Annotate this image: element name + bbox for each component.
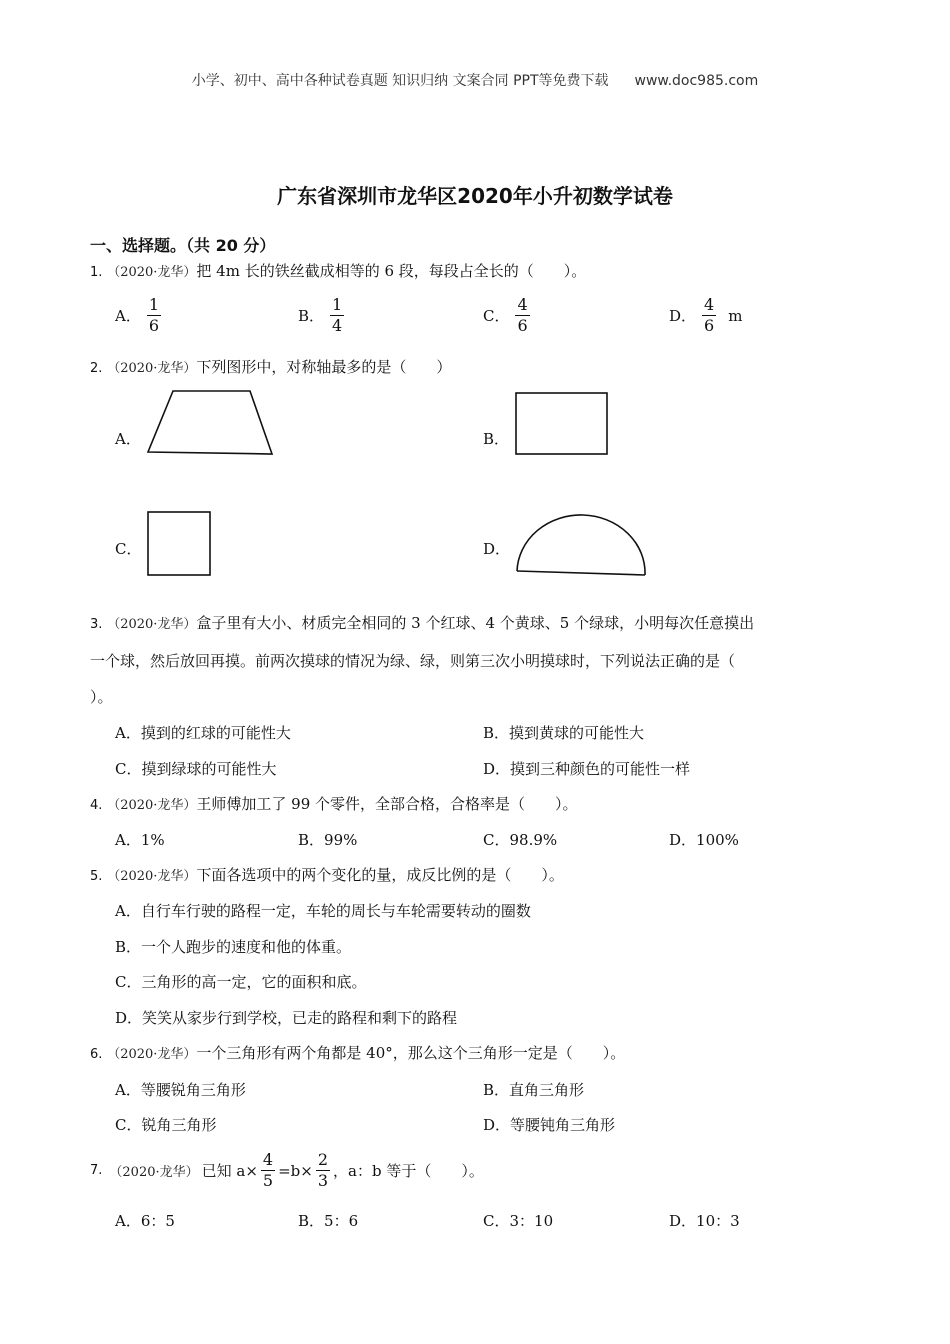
question-text: 把 4m 长的铁丝截成相等的 6 段，每段占全长的（ ）。 [196, 262, 587, 280]
fraction-1 [261, 1150, 275, 1191]
question-number: 4. [90, 798, 103, 813]
question-6 [90, 1042, 625, 1063]
q5-option-b[interactable]: B．一个人跑步的速度和他的体重。 [115, 938, 352, 956]
question-text: 王师傅加工了 99 个零件，全部合格，合格率是（ ）。 [196, 795, 578, 813]
question-source: （2020·龙华） [109, 1165, 199, 1180]
option-label: B． [298, 307, 325, 325]
denominator: 4 [332, 316, 343, 335]
question-source: （2020·龙华） [107, 798, 197, 813]
question-3-line2: 一个球，然后放回再摸。前两次摸球的情况为绿、绿，则第三次小明摸球时，下列说法正确的是（ [90, 652, 736, 670]
question-2 [90, 356, 451, 377]
question-number: 6. [90, 1047, 103, 1062]
q7-option-b[interactable]: B．5：6 [298, 1212, 359, 1230]
denominator: 6 [704, 316, 715, 335]
q7-option-a[interactable]: A．6：5 [115, 1212, 175, 1230]
q4-option-c[interactable]: C．98.9% [483, 831, 558, 849]
question-source: （2020·龙华） [107, 361, 197, 376]
square-figure [146, 510, 214, 578]
question-source: （2020·龙华） [107, 265, 197, 280]
option-label: A． [115, 307, 141, 325]
q1-option-b[interactable] [298, 295, 344, 336]
question-number: 7. [90, 1163, 103, 1178]
numerator: 4 [262, 1150, 274, 1169]
q2-option-d[interactable]: D． [483, 540, 511, 558]
question-5 [90, 864, 564, 885]
q2-option-c[interactable]: C． [115, 540, 142, 558]
fraction [515, 295, 529, 336]
fraction [330, 295, 344, 336]
question-text: 一个三角形有两个角都是 40°，那么这个三角形一定是（ ）。 [196, 1044, 626, 1062]
q7-option-c[interactable]: C．3：10 [483, 1212, 554, 1230]
q6-option-b[interactable]: B．直角三角形 [483, 1081, 585, 1099]
q7-option-d[interactable]: D．10：3 [669, 1212, 740, 1230]
numerator: 4 [517, 295, 528, 314]
question-number: 5. [90, 869, 103, 884]
q2-option-a[interactable]: A． [115, 430, 141, 448]
q3-option-c[interactable]: C．摸到绿球的可能性大 [115, 760, 277, 778]
q4-option-b[interactable]: B．99% [298, 831, 358, 849]
q3-option-a[interactable]: A．摸到的红球的可能性大 [115, 724, 291, 742]
q5-option-c[interactable]: C．三角形的高一定，它的面积和底。 [115, 973, 367, 991]
q2-option-b[interactable]: B． [483, 430, 510, 448]
option-label: C． [483, 307, 510, 325]
q4-option-a[interactable]: A．1% [115, 831, 165, 849]
fraction [702, 295, 716, 336]
question-text-post: ，a：b 等于（ ）。 [333, 1162, 484, 1180]
numerator: 1 [148, 295, 160, 314]
exam-title: 广东省深圳市龙华区2020年小升初数学试卷 [277, 184, 673, 208]
q1-option-d[interactable] [669, 295, 742, 336]
numerator: 2 [317, 1150, 329, 1169]
q4-option-d[interactable]: D．100% [669, 831, 739, 849]
q5-option-d[interactable]: D．笑笑从家步行到学校，已走的路程和剩下的路程 [115, 1009, 458, 1027]
denominator: 6 [148, 316, 160, 335]
question-number: 3. [90, 617, 103, 632]
semicircle-figure [514, 509, 649, 579]
question-source: （2020·龙华） [107, 869, 197, 884]
question-3-line3: ）。 [90, 688, 113, 706]
unit: m [728, 306, 743, 325]
q6-option-d[interactable]: D．等腰钝角三角形 [483, 1116, 616, 1134]
q6-option-a[interactable]: A．等腰锐角三角形 [115, 1081, 246, 1099]
trapezoid-figure [145, 388, 275, 458]
question-text-pre: 已知 a× [201, 1162, 258, 1180]
fraction [147, 295, 161, 336]
section-heading: 一、选择题。（共 20 分） [90, 236, 276, 255]
q3-option-b[interactable]: B．摸到黄球的可能性大 [483, 724, 645, 742]
option-label: D． [669, 307, 697, 325]
numerator: 4 [704, 295, 715, 314]
numerator: 1 [332, 295, 343, 314]
question-source: （2020·龙华） [107, 617, 197, 632]
q5-option-a[interactable]: A．自行车行驶的路程一定，车轮的周长与车轮需要转动的圈数 [115, 902, 531, 920]
question-3 [90, 612, 754, 633]
question-text-mid: =b× [278, 1161, 313, 1180]
fraction-2 [316, 1150, 330, 1191]
question-number: 1. [90, 265, 103, 280]
q1-option-c[interactable] [483, 295, 530, 336]
question-text: 下列图形中，对称轴最多的是（ ） [196, 358, 452, 376]
page-header [0, 70, 950, 90]
q6-option-c[interactable]: C．锐角三角形 [115, 1116, 217, 1134]
header-text: 小学、初中、高中各种试卷真题 知识归纳 文案合同 PPT等免费下载 [191, 73, 609, 89]
denominator: 6 [517, 316, 528, 335]
rectangle-figure [514, 391, 610, 457]
denominator: 5 [262, 1171, 274, 1190]
question-text-line1: 盒子里有大小、材质完全相同的 3 个红球、4 个黄球、5 个绿球，小明每次任意摸出 [196, 614, 755, 632]
question-7 [90, 1150, 484, 1191]
q1-option-a[interactable] [115, 295, 161, 336]
question-source: （2020·龙华） [107, 1047, 197, 1062]
q3-option-d[interactable]: D．摸到三种颜色的可能性一样 [483, 760, 691, 778]
question-number: 2. [90, 361, 103, 376]
question-4 [90, 793, 578, 814]
question-text: 下面各选项中的两个变化的量，成反比例的是（ ）。 [196, 866, 564, 884]
question-1 [90, 260, 586, 281]
denominator: 3 [317, 1171, 329, 1190]
header-url[interactable]: www.doc985.com [634, 73, 759, 89]
